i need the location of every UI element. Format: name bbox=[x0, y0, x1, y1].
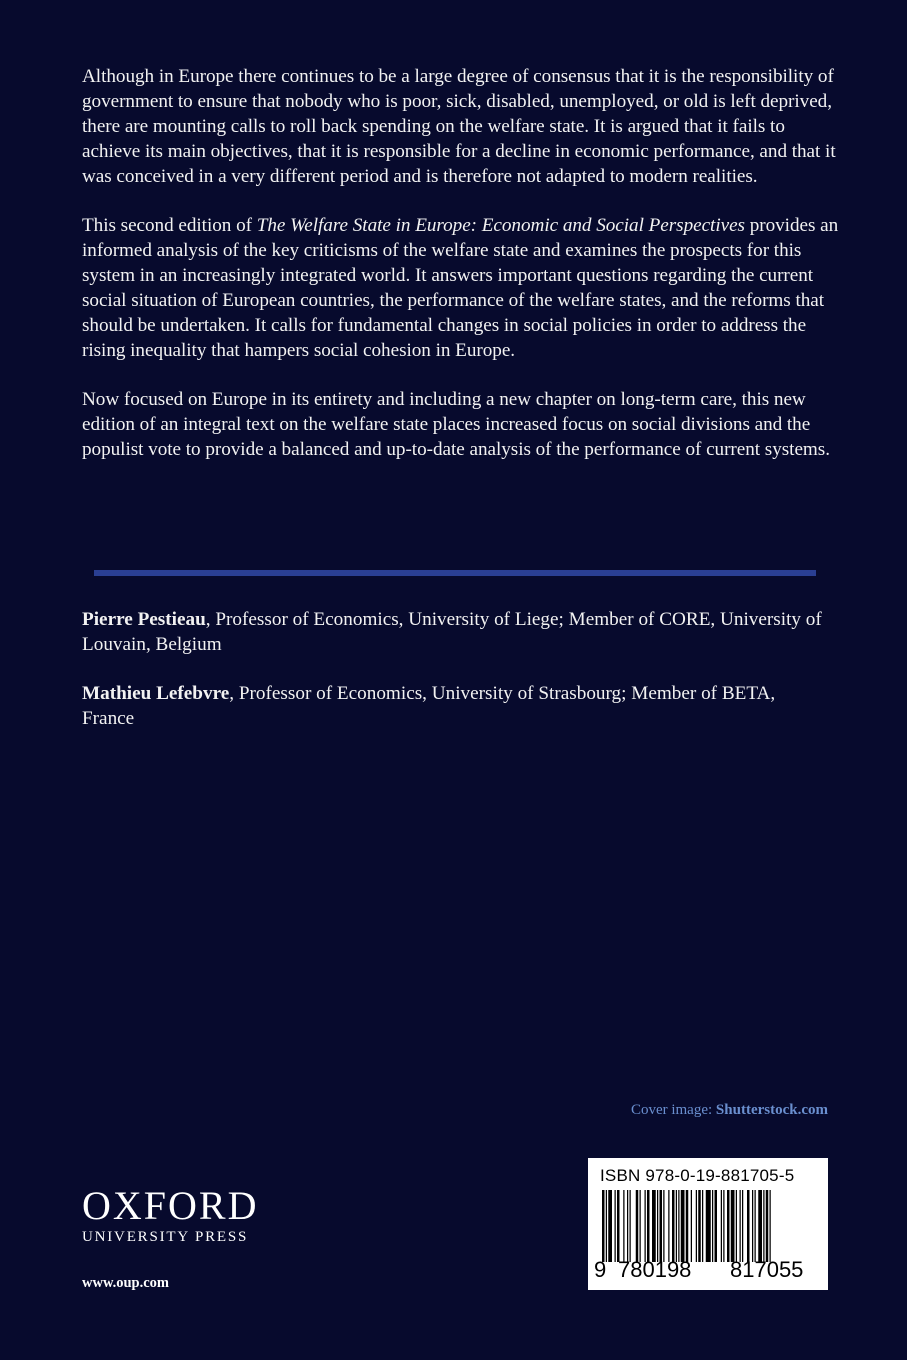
blurb-paragraph-2 bbox=[82, 213, 842, 363]
barcode-digits-left: 780198 bbox=[618, 1257, 692, 1282]
barcode-bar bbox=[721, 1190, 722, 1262]
barcode-bar bbox=[752, 1190, 753, 1262]
barcode-bar bbox=[755, 1190, 756, 1262]
barcode-bar bbox=[672, 1190, 675, 1262]
barcode-bar bbox=[731, 1190, 735, 1262]
barcode-bar bbox=[740, 1190, 741, 1262]
publisher-name: OXFORD bbox=[82, 1183, 259, 1228]
barcode-bar bbox=[645, 1190, 646, 1262]
barcode-bar bbox=[663, 1190, 664, 1262]
author-name-1: Pierre Pestieau bbox=[82, 609, 206, 630]
barcode-bar bbox=[630, 1190, 631, 1262]
author-affiliation-2: , Professor of Economics, University of Strasbourg; Member of BETA, France bbox=[82, 683, 776, 729]
barcode-bar bbox=[742, 1190, 743, 1262]
author-bio-1 bbox=[82, 607, 822, 657]
barcode-bar bbox=[706, 1190, 711, 1262]
barcode-digit-first: 9 bbox=[594, 1257, 607, 1282]
publisher-logo bbox=[82, 1183, 259, 1246]
barcode-bar bbox=[736, 1190, 737, 1262]
barcode-bar bbox=[678, 1190, 679, 1262]
publisher-website: www.oup.com bbox=[82, 1275, 170, 1291]
cover-credit-source: Shutterstock.com bbox=[715, 1102, 828, 1118]
barcode-bar bbox=[602, 1190, 605, 1262]
isbn-barcode bbox=[588, 1158, 828, 1290]
barcode-bar bbox=[668, 1190, 669, 1262]
barcode-digits-right: 817055 bbox=[730, 1257, 804, 1282]
barcode-bar bbox=[608, 1190, 612, 1262]
cover-image-credit bbox=[631, 1102, 828, 1119]
barcode-bar bbox=[723, 1190, 724, 1262]
barcode-bar bbox=[640, 1190, 641, 1262]
barcode-bar bbox=[606, 1190, 607, 1262]
barcode-bar bbox=[770, 1190, 771, 1262]
barcode-bar bbox=[691, 1190, 692, 1262]
barcode-bar bbox=[657, 1190, 658, 1262]
book-title: The Welfare State in Europe: Economic and Social Perspectives bbox=[256, 215, 745, 236]
barcode-bar bbox=[676, 1190, 677, 1262]
blurb-paragraph-3: Now focused on Europe in its entirety and including a new chapter on long-term care, this new edition of an integral text on the welfare state places increased focus on social divisions and the populist vote to provide a balanced and up-to-date analysis of the performance of current systems. bbox=[82, 389, 830, 460]
barcode-bar bbox=[715, 1190, 718, 1262]
blurb-paragraph-1: Although in Europe there continues to be a large degree of consensus that it is the responsibility of government to ensure that nobody who is poor, sick, disabled, unemployed, or old is left deprived, there are mounting calls to roll back spending on the welfare state. It is argued that it fails to achieve its main objectives, that it is responsible for a decline in economic performance, and that it was conceived in a very different period and is therefore not adapted to modern realities. bbox=[82, 66, 836, 187]
author-bios bbox=[82, 607, 822, 755]
barcode-bar bbox=[698, 1190, 701, 1262]
barcode-bar bbox=[627, 1190, 628, 1262]
blurb-paragraph-2-lead: This second edition of bbox=[82, 215, 257, 236]
barcode-bar bbox=[686, 1190, 689, 1262]
barcode-bar bbox=[660, 1190, 663, 1262]
barcode-bar bbox=[702, 1190, 703, 1262]
author-bio-2 bbox=[82, 681, 822, 731]
barcode-bar bbox=[747, 1190, 750, 1262]
barcode-bar bbox=[636, 1190, 639, 1262]
isbn-label: ISBN 978-0-19-881705-5 bbox=[600, 1166, 795, 1185]
back-cover-blurb bbox=[82, 64, 842, 486]
blurb-paragraph-2-rest: provides an informed analysis of the key criticisms of the welfare state and examines the prospects for this system in an increasingly integrated world. It answers important questions regarding the current social situation of European countries, the performance of the welfare states, and the reforms that should be undertaken. It calls for fundamental changes in social policies in order to address the rising inequality that hampers social cohesion in Europe. bbox=[82, 215, 839, 361]
divider-rule bbox=[94, 570, 816, 576]
barcode-bar bbox=[712, 1190, 713, 1262]
cover-credit-label: Cover image: bbox=[630, 1102, 716, 1118]
barcode-bar bbox=[647, 1190, 650, 1262]
barcode-bar bbox=[652, 1190, 656, 1262]
barcode-bar bbox=[727, 1190, 730, 1262]
author-affiliation-1: , Professor of Economics, University of Liege; Member of CORE, University of Louvain, Belgium bbox=[82, 609, 822, 655]
barcode-bar bbox=[615, 1190, 616, 1262]
barcode-bar bbox=[623, 1190, 624, 1262]
barcode-bar bbox=[696, 1190, 697, 1262]
publisher-subtitle: UNIVERSITY PRESS bbox=[82, 1229, 249, 1245]
barcode-bars bbox=[598, 1190, 818, 1262]
barcode-bar bbox=[763, 1190, 764, 1262]
barcode-bar bbox=[617, 1190, 620, 1262]
barcode-bar bbox=[766, 1190, 769, 1262]
barcode-bar bbox=[681, 1190, 685, 1262]
barcode-bar bbox=[758, 1190, 762, 1262]
author-name-2: Mathieu Lefebvre bbox=[82, 683, 230, 704]
